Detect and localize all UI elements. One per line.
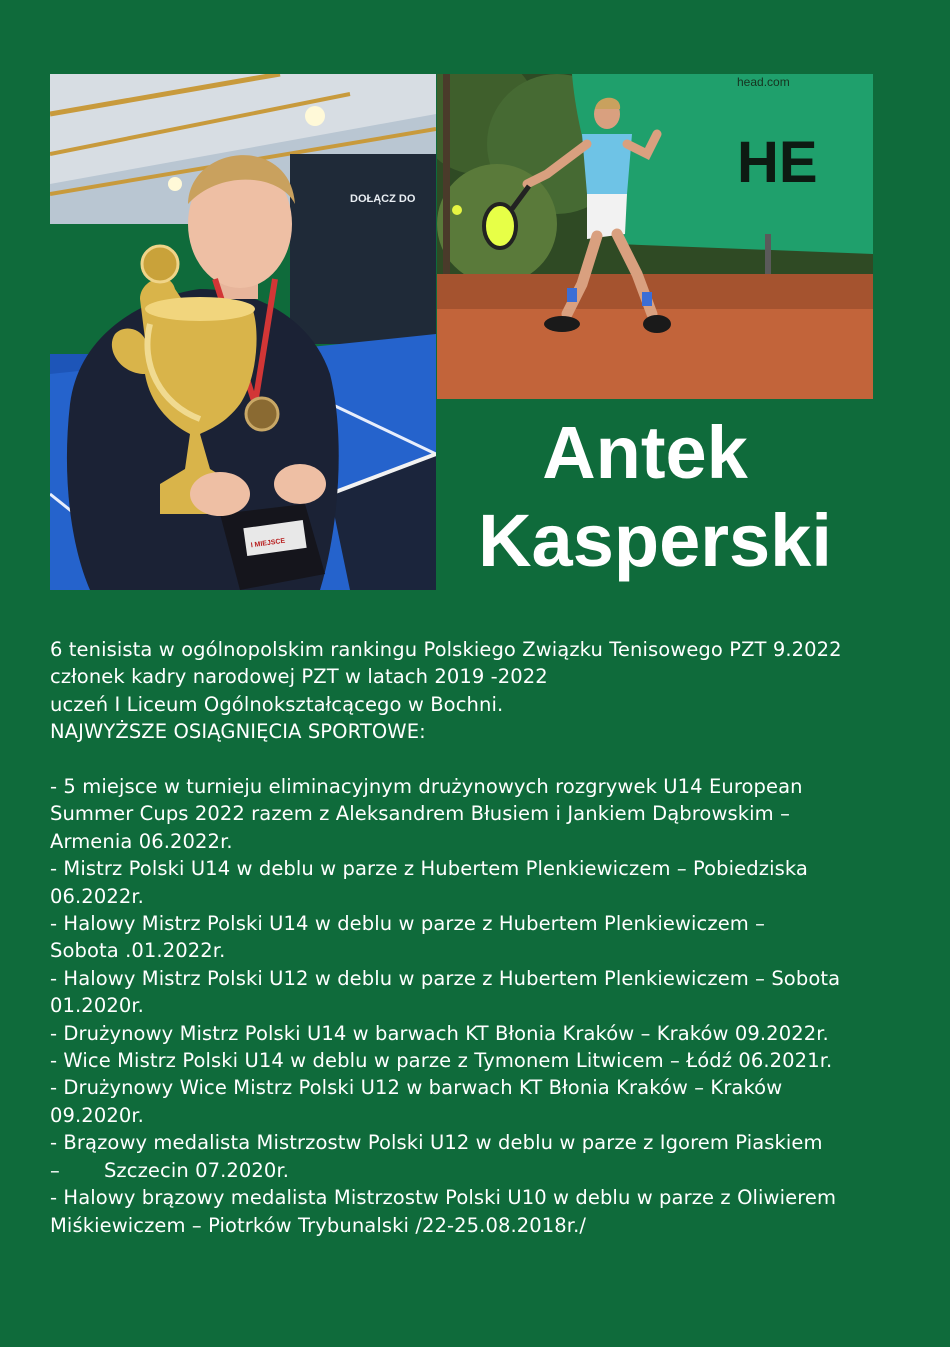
achievement-line: - Halowy brązowy medalista Mistrzostw Polski U10 w deblu w parze z Oliwierem xyxy=(50,1186,837,1210)
achievement-line: - Mistrz Polski U14 w deblu w parze z Hubertem Plenkiewiczem – Pobiedziska xyxy=(50,857,808,881)
achievement-line: - Halowy Mistrz Polski U12 w deblu w parze z Hubertem Plenkiewiczem – Sobota xyxy=(50,966,841,990)
last-name: Kasperski xyxy=(478,499,832,582)
achievements-heading: NAJWYŻSZE OSIĄGNIĘCIA SPORTOWE: xyxy=(50,720,426,744)
trophy-photo-illustration xyxy=(50,74,436,590)
banner-text: DOŁĄCZ DO xyxy=(350,193,416,205)
first-name: Antek xyxy=(542,411,748,494)
banner-brand: HE xyxy=(737,130,818,195)
achievement-line: – Szczecin 07.2020r. xyxy=(50,1158,290,1182)
blank-line xyxy=(50,746,910,773)
achievement-line: - Drużynowy Wice Mistrz Polski U12 w barwach KT Błonia Kraków – Kraków xyxy=(50,1076,783,1100)
bio-line: uczeń I Liceum Ogólnokształcącego w Bochni. xyxy=(50,692,504,716)
cup-label: I MIEJSCE xyxy=(250,537,286,550)
achievement-line: Armenia 06.2022r. xyxy=(50,829,233,853)
achievement-line: - Halowy Mistrz Polski U14 w deblu w parze z Hubertem Plenkiewiczem – xyxy=(50,912,766,936)
achievement-line: 01.2020r. xyxy=(50,994,144,1018)
banner-url: head.com xyxy=(737,75,790,89)
trophy-photo xyxy=(50,74,436,590)
achievement-line: - Wice Mistrz Polski U14 w deblu w parze z Tymonem Litwicem – Łódź 06.2021r. xyxy=(50,1049,833,1073)
achievement-line: 06.2022r. xyxy=(50,884,144,908)
achievement-line: Sobota .01.2022r. xyxy=(50,939,226,963)
achievement-line: - 5 miejsce w turnieju eliminacyjnym drużynowych rozgrywek U14 European xyxy=(50,775,803,799)
achievement-line: Summer Cups 2022 razem z Aleksandrem Błusiem i Jankiem Dąbrowskim – xyxy=(50,802,790,826)
achievement-line: 09.2020r. xyxy=(50,1103,144,1127)
bio-line: członek kadry narodowej PZT w latach 2019 -2022 xyxy=(50,665,548,689)
tennis-action-photo xyxy=(437,74,873,399)
bio-line: 6 tenisista w ogólnopolskim rankingu Polskiego Związku Tenisowego PZT 9.2022 xyxy=(50,638,842,661)
achievement-line: - Drużynowy Mistrz Polski U14 w barwach KT Błonia Kraków – Kraków 09.2022r. xyxy=(50,1021,829,1045)
tennis-action-illustration xyxy=(437,74,873,399)
bio-text xyxy=(50,636,910,1239)
achievement-line: - Brązowy medalista Mistrzostw Polski U12 w deblu w parze z Igorem Piaskiem xyxy=(50,1131,823,1155)
achievement-line: Miśkiewiczem – Piotrków Trybunalski /22-25.08.2018r./ xyxy=(50,1213,587,1237)
